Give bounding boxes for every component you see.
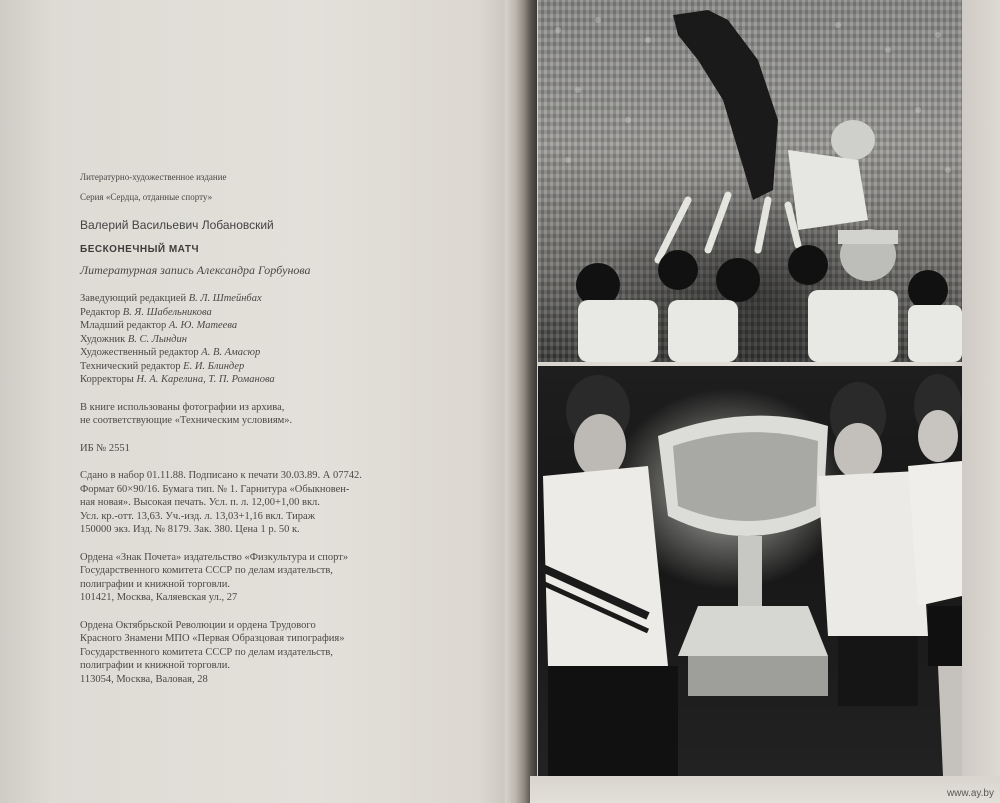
photo-players-with-cup [538,366,962,776]
staff-line: Художник В. С. Лындин [80,333,187,345]
book-title: БЕСКОНЕЧНЫЙ МАТЧ [80,244,200,255]
staff-line: Корректоры Н. А. Карелина, Т. П. Романова [80,374,275,385]
photo-note: В книге использованы фотографии из архива, не соответствующие «Техническим условиям». [80,401,293,426]
series-label: Серия «Сердца, отданные спорту» [80,192,213,202]
staff-list [80,292,500,387]
staff-line: Младший редактор А. Ю. Матеева [80,320,238,331]
photo-crowd-celebration [538,0,962,362]
cup-illustration [538,366,962,776]
literary-record: Литературная запись Александра Горбунова [80,263,311,277]
print-details: Сдано в набор 01.11.88. Подписано к печати 30.03.89. А 07742. Формат 60×90/16. Бумага тип. № 1. Гарнитура «Обыкновен- ная новая». Высокая печать. Усл. п. л. 12,00+1,00 вкл. Усл. кр.-отт. 13,63. Уч.-изд. л. 13,03+1,16 вкл. Тираж 150000 экз. Изд. № 8179. Зак. 380. Цена 1 р. 50 к. [80,470,362,535]
staff-line: Редактор В. Я. Шабельникова [80,306,212,318]
staff-line: Технический редактор Е. И. Блиндер [80,360,245,372]
page-margin-right [962,0,1000,803]
imprint-block [80,170,500,686]
book-gutter [505,0,537,803]
watermark: www.ay.by [946,788,994,799]
staff-line: Заведующий редакцией В. Л. Штейнбах [80,293,262,304]
ib-number: ИБ № 2551 [80,442,130,454]
author-name: Валерий Васильевич Лобановский [80,218,274,232]
edition-type: Литературно-художественное издание [80,172,227,182]
page-margin-bottom [530,776,1000,803]
publisher-info: Ордена «Знак Почета» издательство «Физкультура и спорт» Государственного комитета СССР по делам издательств, полиграфии и книжной торговли. 101421, Москва, Каляевская ул., 27 [80,551,349,603]
staff-line: Художественный редактор А. В. Амасюр [80,347,261,358]
crowd-illustration [538,0,962,362]
printer-info: Ордена Октябрьской Революции и ордена Трудового Красного Знамени МПО «Первая Образцовая типография» Государственного комитета СССР по делам издательств, полиграфии и книжной торговли. 113054, Москва, Валовая, 28 [80,619,345,685]
